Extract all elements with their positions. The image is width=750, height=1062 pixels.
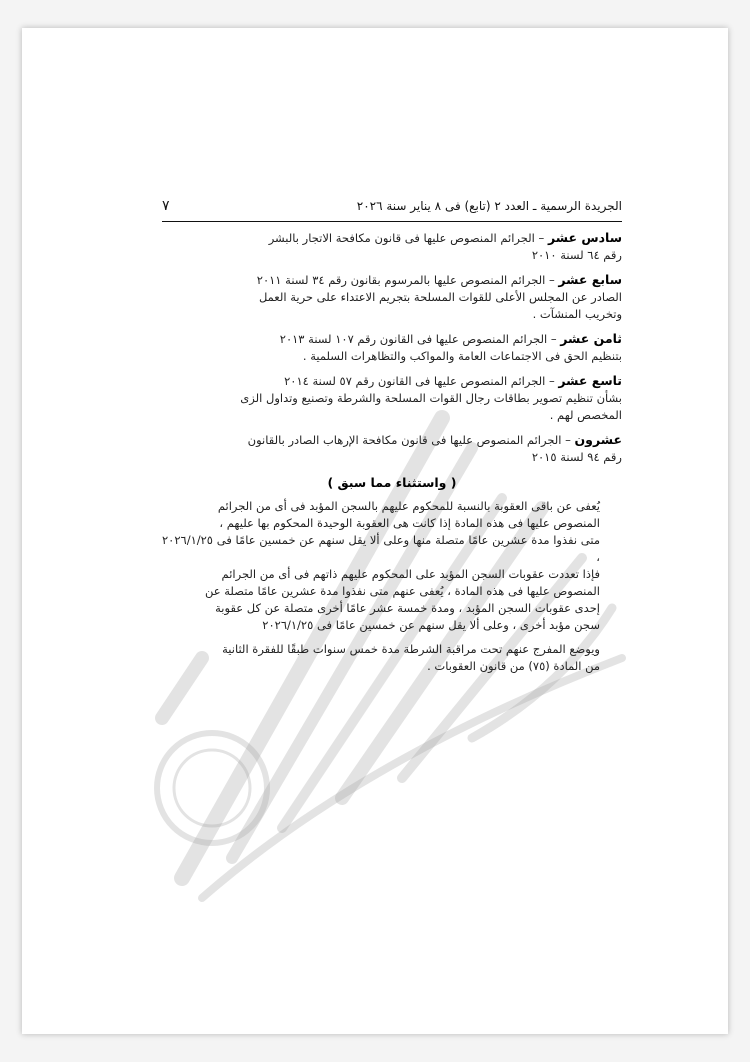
clause-19 [162, 372, 622, 424]
clause-line: المخصص لهم . [549, 408, 622, 422]
clause-term: ثامن عشر [560, 331, 622, 346]
paragraph-line: يُعفى عن باقى العقوبة بالنسبة للمحكوم عليهم بالسجن المؤبد فى أى من الجرائم [217, 499, 600, 513]
paragraph-line: من المادة (٧٥) من قانون العقوبات . [427, 659, 600, 673]
clause-line: – الجرائم المنصوص عليها فى القانون رقم ٥٧ لسنة ٢٠١٤ [284, 374, 555, 388]
clause-17 [162, 271, 622, 323]
section-title: ( واستثناء مما سبق ) [327, 475, 457, 490]
clause-line: – الجرائم المنصوص عليها بالمرسوم بقانون رقم ٣٤ لسنة ٢٠١١ [256, 273, 555, 287]
clause-18 [162, 330, 622, 365]
clause-term: تاسع عشر [558, 373, 622, 388]
clause-line: – الجرائم المنصوص عليها فى قانون مكافحة الاتجار بالبشر [268, 231, 545, 245]
clause-line: الصادر عن المجلس الأعلى للقوات المسلحة بتجريم الاعتداء على حرية العمل [258, 290, 622, 304]
clause-line: رقم ٩٤ لسنة ٢٠١٥ [531, 450, 622, 464]
exception-paragraph [162, 498, 622, 634]
page-number: ٧ [162, 198, 170, 214]
clause-line: وتخريب المنشآت . [532, 307, 622, 321]
paragraph-line: المنصوص عليها فى هذه المادة إذا كانت هى العقوبة الوحيدة المحكوم بها عليهم ، [219, 516, 600, 530]
clause-line: بتنظيم الحق فى الاجتماعات العامة والمواكب والتظاهرات السلمية . [302, 349, 622, 363]
document-page [22, 28, 728, 1034]
clause-20 [162, 431, 622, 466]
clause-term: عشرون [574, 432, 622, 447]
clause-term: سادس عشر [547, 230, 622, 245]
clause-line: – الجرائم المنصوص عليها فى القانون رقم ١٠٧ لسنة ٢٠١٣ [279, 332, 557, 346]
paragraph-line: إحدى عقوبات السجن المؤبد ، ومدة خمسة عشر عامًا أخرى متصلة عن كل عقوبة [215, 601, 600, 615]
document-body [162, 198, 622, 675]
paragraph-line: سجن مؤبد أخرى ، وعلى ألا يقل سنهم عن خمسين عامًا فى ٢٠٢٦/١/٢٥ [262, 618, 600, 632]
paragraph-line: ويوضع المفرج عنهم تحت مراقبة الشرطة مدة خمس سنوات طبقًا للفقرة الثانية [222, 642, 600, 656]
clause-16 [162, 229, 622, 264]
paragraph-line: المنصوص عليها فى هذه المادة ، يُعفى عنهم متى نفذوا مدة عشرين عامًا متصلة عن [205, 584, 600, 598]
clause-line: – الجرائم المنصوص عليها فى قانون مكافحة الإرهاب الصادر بالقانون [247, 433, 571, 447]
clause-line: بشأن تنظيم تصوير بطاقات رجال القوات المسلحة والشرطة وتصنيع وتداول الزى [240, 391, 622, 405]
page-header [162, 198, 622, 222]
closing-paragraph [162, 641, 622, 675]
clause-term: سابع عشر [558, 272, 622, 287]
paragraph-line: فإذا تعددت عقوبات السجن المؤبد على المحكوم عليهم ذاتهم فى أى من الجرائم [221, 567, 600, 581]
clause-line: رقم ٦٤ لسنة ٢٠١٠ [531, 248, 622, 262]
header-title: الجريدة الرسمية ـ العدد ٢ (تابع) فى ٨ يناير سنة ٢٠٢٦ [356, 199, 622, 213]
paragraph-line: متى نفذوا مدة عشرين عامًا متصلة منها وعلى ألا يقل سنهم عن خمسين عامًا فى ٢٠٢٦/١/٢٥ ، [162, 533, 600, 564]
